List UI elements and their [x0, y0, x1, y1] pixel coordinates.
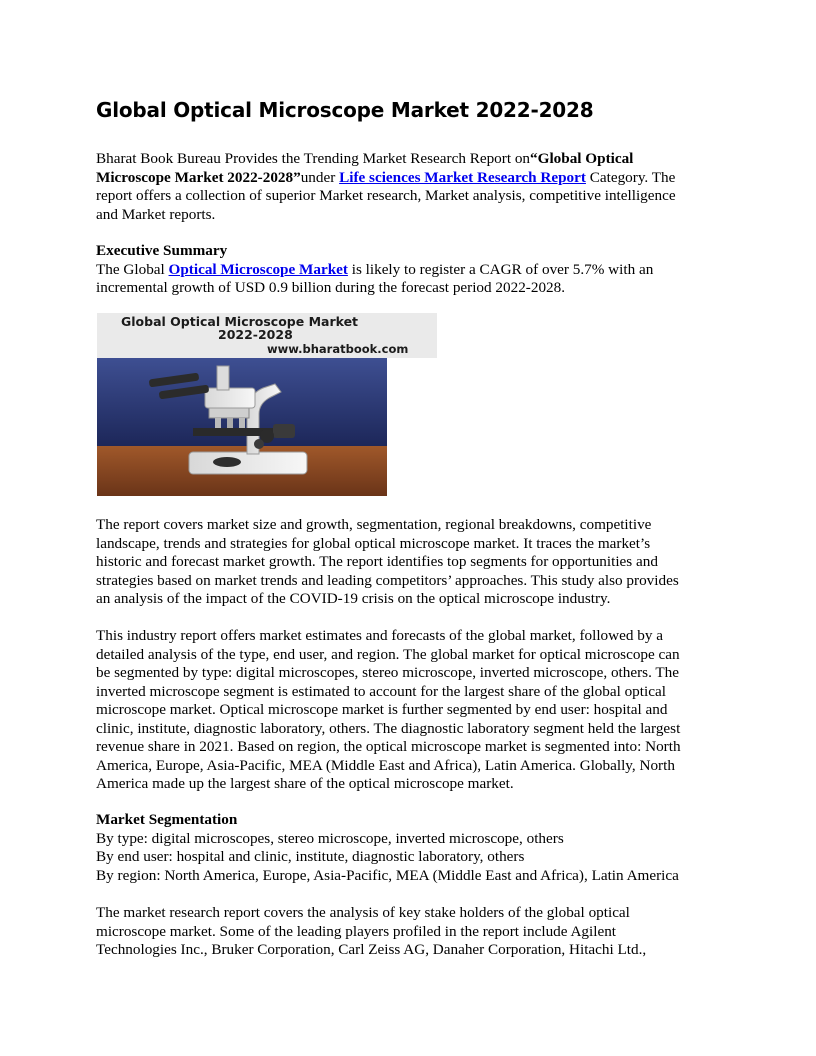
- overview-line: The report covers market size and growth, segmentation, regional breakdowns, competitive: [96, 516, 652, 533]
- players-paragraph: [96, 904, 720, 960]
- intro-text: and Market reports.: [96, 205, 216, 223]
- segmentation-heading: Market Segmentation: [96, 811, 238, 828]
- estimates-line: detailed analysis of the type, end user, and region. The global market for optical microscope can: [96, 645, 680, 663]
- estimates-line: America made up the largest share of the optical microscope market.: [96, 775, 514, 792]
- overview-line: strategies based on market trends and leading competitors’ approaches. This study also provides: [96, 571, 679, 589]
- segmentation-line: By type: digital microscopes, stereo microscope, inverted microscope, others: [96, 829, 564, 847]
- banner-title: Global Optical Microscope Market: [121, 314, 359, 329]
- intro-text: Bharat Book Bureau Provides the Trending Market Research Report on: [96, 150, 531, 167]
- banner-years: 2022-2028: [218, 327, 293, 342]
- intro-text: report offers a collection of superior Market research, Market analysis, competitive intelligence: [96, 187, 676, 204]
- estimates-line: be segmented by type: digital microscopes, stereo microscope, inverted microscope, others. The: [96, 664, 679, 681]
- market-segmentation: [96, 811, 720, 885]
- intro-text: Category. The: [585, 168, 676, 186]
- summary-text: The Global: [96, 260, 169, 278]
- overview-line: an analysis of the impact of the COVID-19 crisis on the optical microscope industry.: [96, 590, 611, 607]
- overview-line: landscape, trends and strategies for global optical microscope market. It traces the market’s: [96, 534, 651, 552]
- life-sciences-link[interactable]: Life sciences Market Research Report: [339, 168, 586, 186]
- estimates-line: revenue share in 2021. Based on region, the optical microscope market is segmented into: North: [96, 738, 681, 755]
- executive-summary: [96, 242, 720, 298]
- estimates-line: microscope market. Optical microscope market is further segmented by end user: hospital and: [96, 701, 668, 718]
- overview-paragraph: [96, 516, 720, 609]
- estimates-line: clinic, institute, diagnostic laboratory, others. The diagnostic laboratory segment held the largest: [96, 719, 681, 737]
- microscope-photo: [97, 358, 387, 496]
- players-line: Technologies Inc., Bruker Corporation, Carl Zeiss AG, Danaher Corporation, Hitachi Ltd.,: [96, 941, 647, 958]
- report-banner-image: [97, 313, 437, 496]
- estimates-paragraph: [96, 627, 720, 794]
- optical-microscope-market-link[interactable]: Optical Microscope Market: [168, 260, 348, 278]
- executive-summary-heading: Executive Summary: [96, 242, 228, 259]
- estimates-line: America, Europe, Asia-Pacific, MEA (Middle East and Africa), Latin America. Globally, North: [96, 756, 675, 774]
- players-line: microscope market. Some of the leading players profiled in the report include Agilent: [96, 922, 617, 940]
- overview-line: historic and forecast market growth. The report identifies top segments for opportunities and: [96, 553, 658, 570]
- segmentation-line: By end user: hospital and clinic, institute, diagnostic laboratory, others: [96, 848, 525, 865]
- segmentation-line: By region: North America, Europe, Asia-Pacific, MEA (Middle East and Africa), Latin America: [96, 866, 679, 884]
- estimates-line: inverted microscope segment is estimated to account for the largest share of the global optical: [96, 682, 666, 700]
- report-name-bold-cont: Microscope Market 2022-2028”: [96, 168, 301, 186]
- report-name-bold: “Global Optical: [530, 150, 634, 167]
- intro-text: under: [300, 168, 340, 186]
- estimates-line: This industry report offers market estimates and forecasts of the global market, followed by a: [96, 627, 663, 644]
- intro-paragraph: [96, 150, 720, 224]
- players-line: The market research report covers the analysis of key stake holders of the global optical: [96, 904, 630, 921]
- summary-text: is likely to register a CAGR of over 5.7% with an: [347, 260, 654, 278]
- banner-website: www.bharatbook.com: [267, 342, 409, 356]
- page-title: Global Optical Microscope Market 2022-2028: [96, 98, 594, 122]
- summary-text: incremental growth of USD 0.9 billion during the forecast period 2022-2028.: [96, 279, 566, 296]
